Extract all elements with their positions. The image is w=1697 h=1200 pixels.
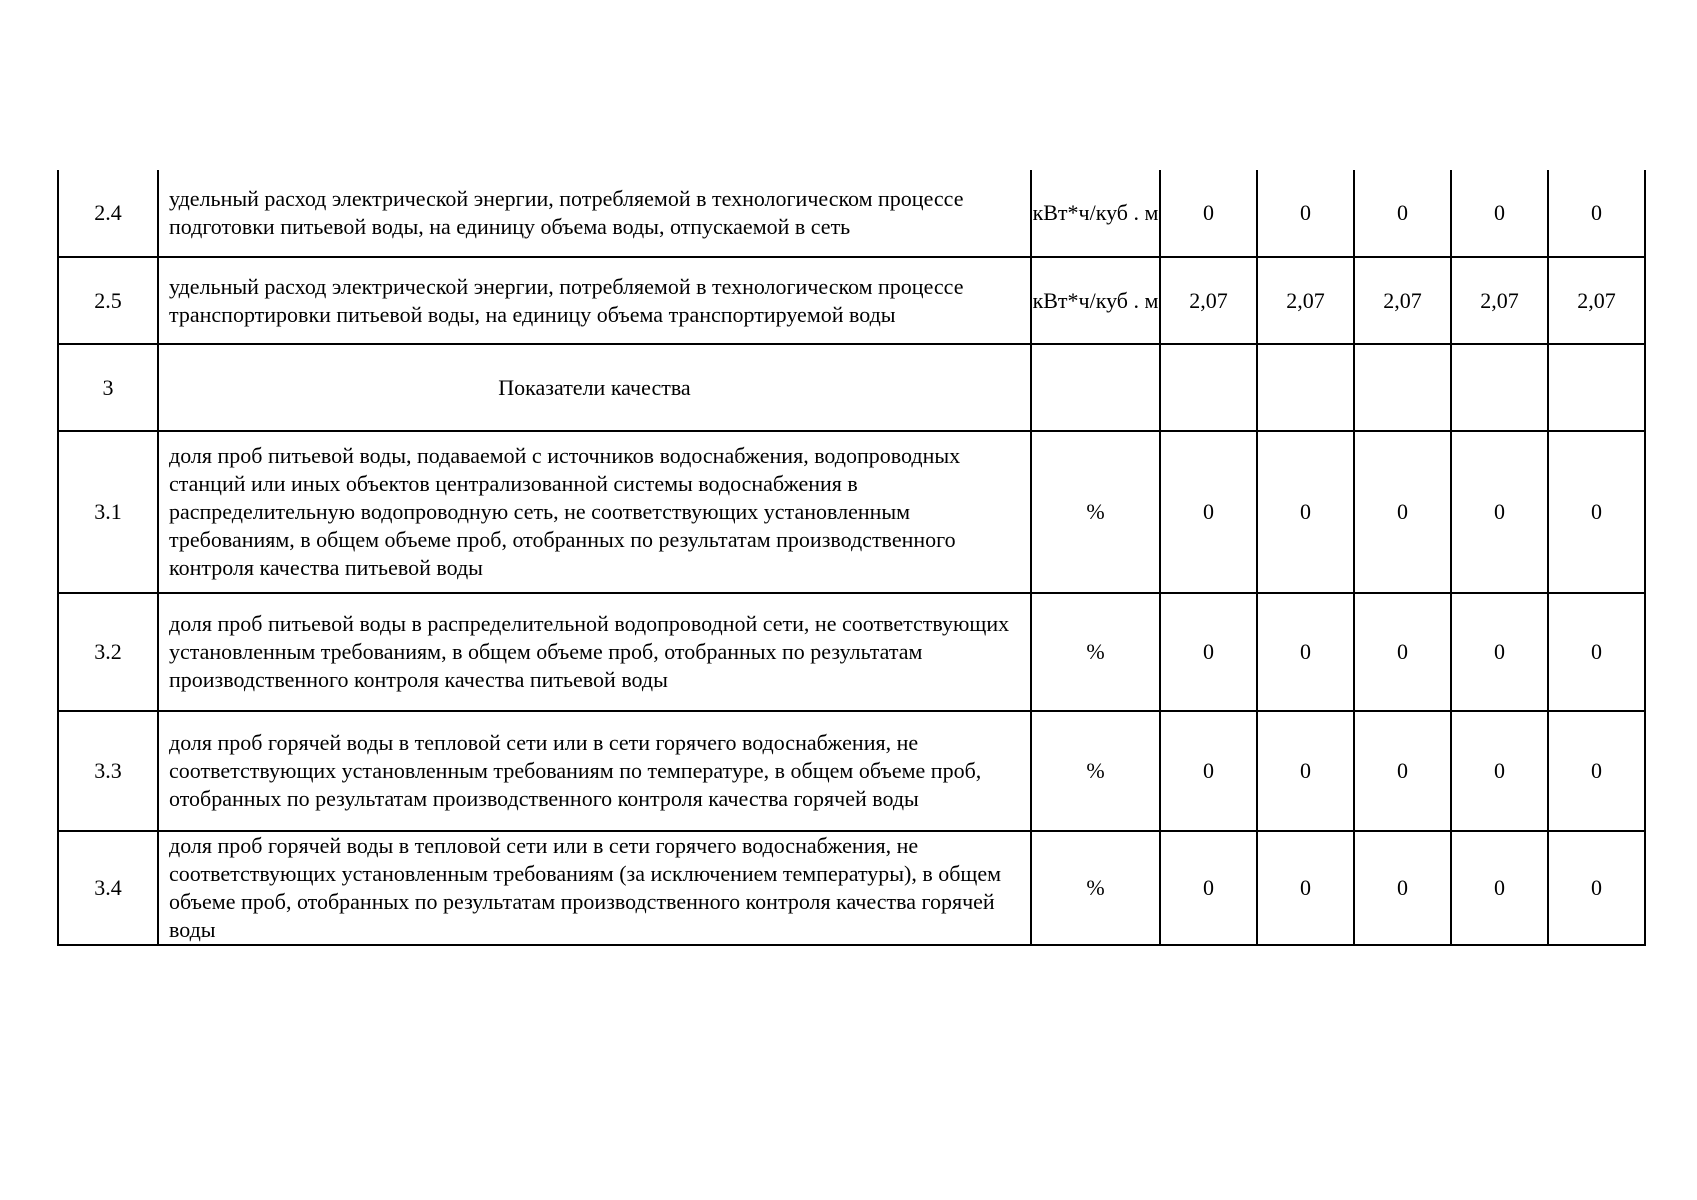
row-description: удельный расход электрической энергии, потребляемой в технологическом процессе подготовки питьевой воды, на единицу объема воды, отпускаемой в сеть	[158, 170, 1031, 257]
table-row	[58, 257, 1645, 344]
row-value: 0	[1257, 831, 1354, 945]
section-header-row	[58, 344, 1645, 431]
row-value: 0	[1451, 831, 1548, 945]
row-value: 0	[1354, 831, 1451, 945]
row-unit: %	[1031, 831, 1160, 945]
table-row	[58, 831, 1645, 945]
row-value: 0	[1257, 170, 1354, 257]
indicators-table	[57, 170, 1646, 946]
row-value	[1354, 344, 1451, 431]
row-value: 0	[1257, 593, 1354, 711]
row-unit: кВт*ч/куб . м	[1031, 170, 1160, 257]
row-value: 0	[1548, 711, 1645, 831]
row-value: 0	[1160, 711, 1257, 831]
row-number: 3.3	[58, 711, 158, 831]
table-row	[58, 431, 1645, 593]
row-value	[1548, 344, 1645, 431]
row-value: 0	[1354, 593, 1451, 711]
row-number: 3.2	[58, 593, 158, 711]
row-description: доля проб горячей воды в тепловой сети или в сети горячего водоснабжения, не соответствующих установленным требованиям (за исключением температуры), в общем объеме проб, отобранных по результатам производственного контроля качества горячей воды	[158, 831, 1031, 945]
table-row	[58, 593, 1645, 711]
row-value: 2,07	[1548, 257, 1645, 344]
row-value: 0	[1160, 431, 1257, 593]
row-value: 0	[1160, 170, 1257, 257]
row-unit	[1031, 344, 1160, 431]
row-value: 0	[1451, 431, 1548, 593]
row-description: доля проб питьевой воды, подаваемой с источников водоснабжения, водопроводных станций или иных объектов централизованной системы водоснабжения в распределительную водопроводную сеть, не соответствующих установленным требованиям, в общем объеме проб, отобранных по результатам производственного контроля качества питьевой воды	[158, 431, 1031, 593]
row-description: доля проб питьевой воды в распределительной водопроводной сети, не соответствующих установленным требованиям, в общем объеме проб, отобранных по результатам производственного контроля качества питьевой воды	[158, 593, 1031, 711]
row-value: 2,07	[1451, 257, 1548, 344]
row-value: 0	[1548, 431, 1645, 593]
row-value: 0	[1548, 593, 1645, 711]
row-value: 0	[1160, 593, 1257, 711]
section-number: 3	[58, 344, 158, 431]
row-value: 0	[1257, 711, 1354, 831]
row-value: 0	[1354, 170, 1451, 257]
row-unit: %	[1031, 593, 1160, 711]
table-row	[58, 170, 1645, 257]
row-number: 3.4	[58, 831, 158, 945]
row-value: 0	[1160, 831, 1257, 945]
section-title: Показатели качества	[158, 344, 1031, 431]
row-unit: %	[1031, 431, 1160, 593]
row-value: 2,07	[1354, 257, 1451, 344]
row-value: 0	[1354, 711, 1451, 831]
row-value: 0	[1548, 170, 1645, 257]
row-number: 2.5	[58, 257, 158, 344]
row-number: 3.1	[58, 431, 158, 593]
row-unit: кВт*ч/куб . м	[1031, 257, 1160, 344]
row-value: 2,07	[1257, 257, 1354, 344]
row-unit: %	[1031, 711, 1160, 831]
row-value	[1160, 344, 1257, 431]
row-value: 0	[1451, 170, 1548, 257]
row-number: 2.4	[58, 170, 158, 257]
row-value: 0	[1451, 593, 1548, 711]
row-value: 0	[1451, 711, 1548, 831]
row-value: 0	[1354, 431, 1451, 593]
row-value	[1451, 344, 1548, 431]
row-value: 0	[1548, 831, 1645, 945]
row-value: 2,07	[1160, 257, 1257, 344]
row-value: 0	[1257, 431, 1354, 593]
row-description: удельный расход электрической энергии, потребляемой в технологическом процессе транспортировки питьевой воды, на единицу объема транспортируемой воды	[158, 257, 1031, 344]
row-value	[1257, 344, 1354, 431]
table-row	[58, 711, 1645, 831]
row-description: доля проб горячей воды в тепловой сети или в сети горячего водоснабжения, не соответствующих установленным требованиям по температуре, в общем объеме проб, отобранных по результатам производственного контроля качества горячей воды	[158, 711, 1031, 831]
